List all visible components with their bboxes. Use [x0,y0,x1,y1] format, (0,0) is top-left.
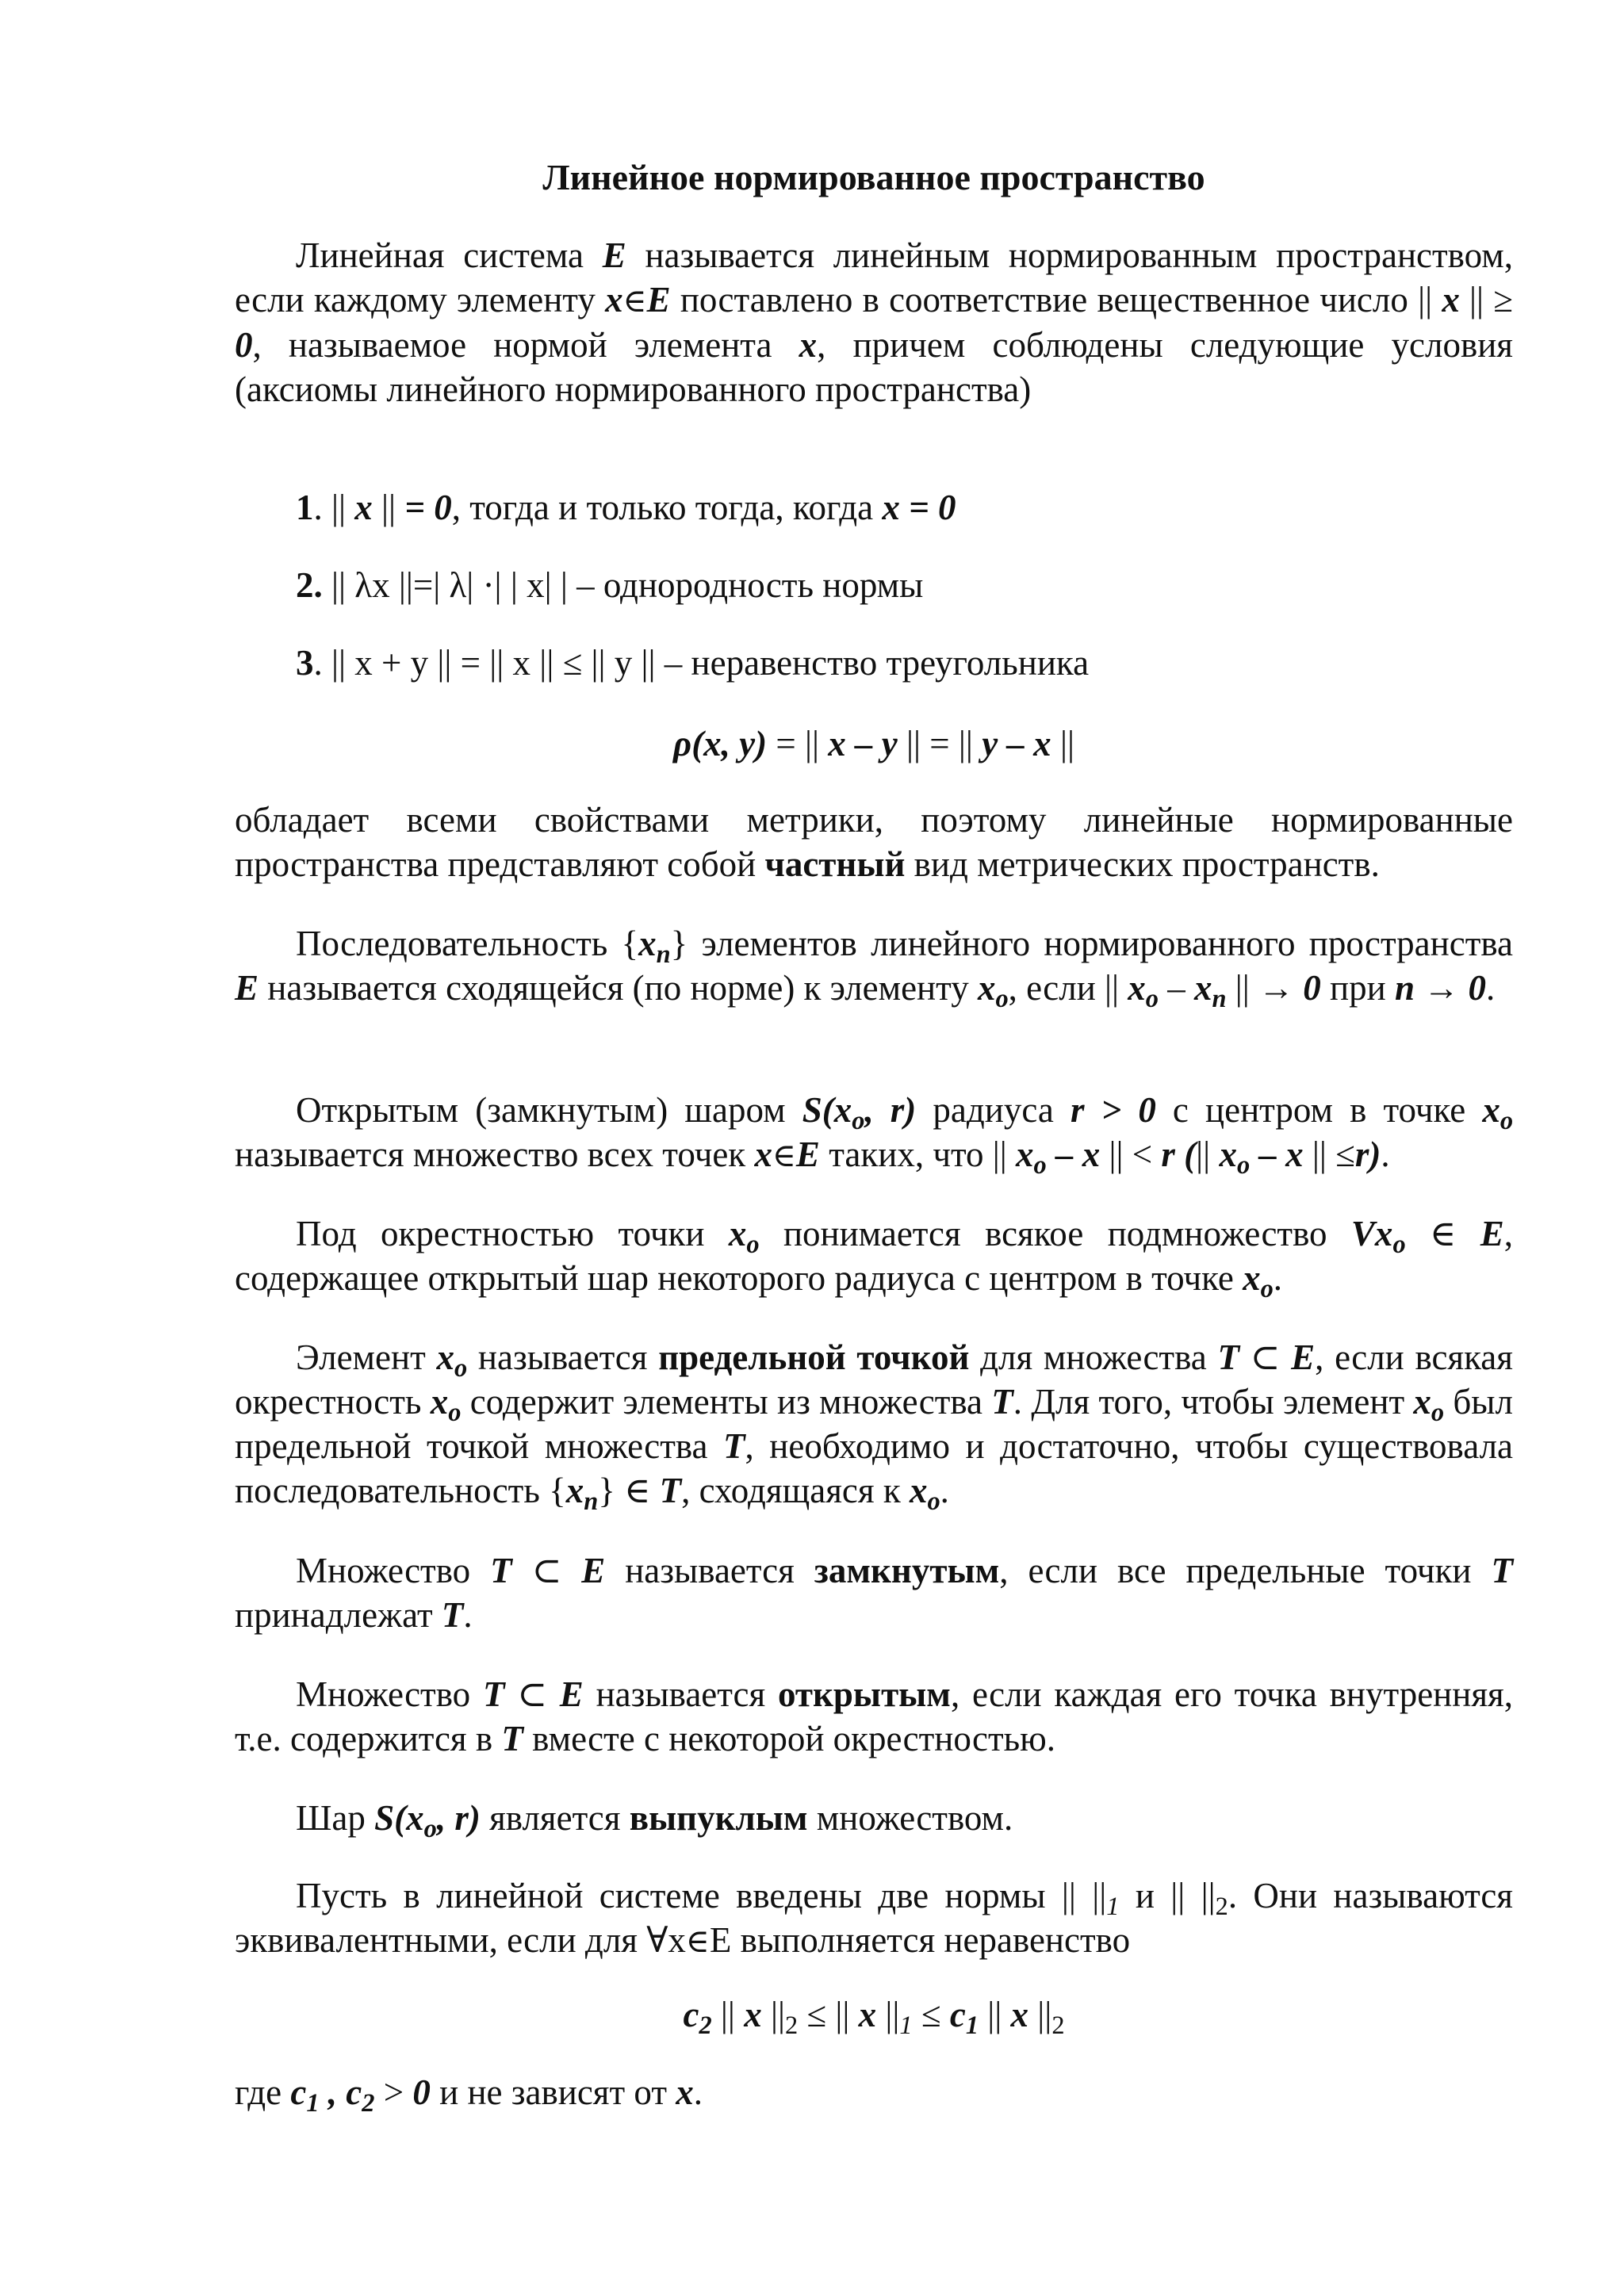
paragraph-neighborhood-run: o [1260,1275,1274,1304]
paragraph-ball-run: S(x [802,1090,852,1130]
paragraph-neighborhood-run: Vx [1350,1214,1393,1253]
paragraph-ball-run: x [1016,1135,1034,1174]
paragraph-limit-point-run: x [565,1471,584,1510]
paragraph-where-run: c [346,2072,362,2112]
paragraph-definition [235,233,1513,411]
paragraph-closed-set-run: T [490,1551,512,1590]
paragraph-ball-run: x [1482,1090,1500,1130]
axiom-1-run: . || [313,488,355,527]
paragraph-sequence-run: o [1145,985,1159,1014]
paragraph-ball-run: o [1236,1151,1251,1181]
axiom-2-run: 2. [296,565,323,605]
equivalence-inequality-run: c [683,1995,699,2034]
paragraph-open-set-run: T [482,1674,505,1714]
paragraph-definition-run: x [605,280,623,320]
paragraph-limit-point-run: предельной точкой [658,1337,970,1377]
paragraph-closed-set-run: Множество [296,1551,491,1590]
paragraph-convex-ball-run: Шар [296,1798,375,1838]
paragraph-neighborhood-run: ∈ [1405,1214,1480,1253]
axiom-1-run: x [354,488,373,527]
paragraph-ball-run: с центром в точке [1155,1090,1483,1130]
paragraph-convex-ball-run: S(x [374,1798,424,1838]
paragraph-limit-point-run: o [1431,1399,1445,1428]
paragraph-ball-run: радиуса [916,1090,1071,1130]
paragraph-ball-run: x [754,1135,772,1174]
equivalence-inequality-run: || [1028,1995,1052,2034]
metric-formula-run: ρ(x, y) [673,724,768,763]
paragraph-sequence-run: n [1394,968,1415,1008]
paragraph-closed-set-run: ⊂ [511,1551,582,1590]
paragraph-neighborhood-run: , содержащее открытый шар некоторого радиуса с центром в точке [235,1214,1514,1298]
paragraph-closed-set [235,1548,1513,1637]
paragraph-closed-set-run: замкнутым [814,1551,1000,1590]
paragraph-where-run: , [319,2072,347,2112]
axiom-1-run: || [372,488,405,527]
paragraph-definition-run: Линейная система [296,235,603,275]
paragraph-ball-run: таких, что || [819,1135,1017,1174]
paragraph-definition-run: поставлено в соответствие вещественное число || [670,280,1442,320]
paragraph-ball-run: E [795,1135,820,1174]
paragraph-limit-point-run: x [436,1337,454,1377]
paragraph-sequence-run: || → [1226,968,1304,1008]
paragraph-neighborhood-run: x [1243,1258,1261,1298]
paragraph-sequence-run: n [1212,985,1227,1014]
paragraph-where-run: > [374,2072,413,2112]
paragraph-limit-point-run: n [584,1487,599,1517]
paragraph-limit-point-run: ⊂ [1239,1337,1292,1377]
paragraph-equivalent-norms-run: 1 [1106,1892,1120,1922]
paragraph-sequence-run: → [1415,968,1469,1008]
paragraph-definition-run: x [799,325,818,365]
paragraph-metric-run: частный [764,844,906,884]
paragraph-where-run: 2 [362,2089,375,2118]
paragraph-sequence-run: x [638,924,657,963]
paragraph-ball-run: – x [1250,1135,1304,1174]
paragraph-limit-point-run: называется [467,1337,659,1377]
equivalence-inequality-run: 2 [1051,2011,1065,2041]
paragraph-open-set-run: называется [583,1674,778,1714]
paragraph-sequence-run: x [977,968,996,1008]
paragraph-sequence-run: x [1128,968,1146,1008]
equivalence-inequality-run: 1 [899,2011,913,2041]
paragraph-limit-point-run: o [927,1487,940,1517]
paragraph-limit-point-run: o [454,1354,468,1383]
paragraph-sequence-run: n [656,940,671,970]
paragraph-sequence-run: o [995,985,1009,1014]
paragraph-equivalent-norms [235,1873,1513,1963]
equivalence-inequality-run: || [761,1995,785,2034]
paragraph-neighborhood-run: E [1480,1214,1504,1253]
paragraph-limit-point-run: , сходящаяся к [681,1471,910,1510]
paragraph-ball-run: o [1033,1151,1047,1181]
paragraph-ball-run: || ≤ [1303,1135,1355,1174]
paragraph-closed-set-run: принадлежат [235,1595,442,1635]
paragraph-metric [235,798,1513,886]
axiom-1-run: 1 [296,488,314,527]
paragraph-limit-point-run: содержит элементы из множества [461,1382,992,1422]
paragraph-ball-run: , r) [864,1090,917,1130]
paragraph-ball-run: || [1196,1135,1220,1174]
paragraph-limit-point-run: T [723,1426,745,1466]
paragraph-convex-ball-run: является [480,1798,630,1838]
paragraph-ball-run: называется множество всех точек [235,1135,755,1174]
paragraph-open-set-run: Множество [296,1674,483,1714]
equivalence-inequality-run: ≤ || [798,1995,859,2034]
equivalence-inequality [235,1992,1513,2041]
equivalence-inequality-run: x [744,1995,762,2034]
axiom-3-run: 3 [296,643,314,683]
paragraph-ball-run: r > 0 [1070,1090,1156,1130]
paragraph-limit-point-run: был предельной точкой множества [235,1382,1513,1466]
paragraph-definition-run: E [602,235,626,275]
paragraph-closed-set-run: T [1491,1551,1513,1590]
paragraph-equivalent-norms-run: 2 [1215,1892,1228,1922]
page-title: Линейное нормированное пространство [542,157,1205,197]
paragraph-ball-run: o [1500,1107,1514,1136]
paragraph-where-run: x [676,2072,694,2112]
metric-formula-run: || [1051,724,1074,763]
paragraph-sequence-run: при [1320,968,1395,1008]
paragraph-closed-set-run: называется [605,1551,814,1590]
paragraph-ball [235,1088,1514,1181]
paragraph-definition-run: ∈ [622,281,647,320]
paragraph-ball-run: o [852,1107,865,1136]
paragraph-limit-point-run: . Для того, чтобы элемент [1013,1382,1414,1422]
paragraph-sequence-run: 0 [1468,968,1486,1008]
paragraph-limit-point-run: } ∈ [598,1471,660,1510]
paragraph-equivalent-norms-run: ∈ [685,1922,710,1960]
paragraph-limit-point-run: E [1291,1337,1316,1377]
paragraph-open-set-run: E [559,1674,584,1714]
paragraph-ball-run: x [1219,1135,1237,1174]
equivalence-inequality-run: 1 [965,2011,979,2041]
paragraph-limit-point-run: для множества [969,1337,1218,1377]
paragraph-sequence-run: . [1486,968,1496,1008]
paragraph-equivalent-norms-run: и || || [1119,1876,1216,1915]
paragraph-where-run: c [290,2072,307,2112]
paragraph-ball-run: Открытым (замкнутым) шаром [296,1090,802,1130]
paragraph-ball-run: r ( [1161,1135,1197,1174]
paragraph-where-run: где [235,2072,291,2112]
paragraph-sequence-run: , если || [1008,968,1128,1008]
paragraph-limit-point-run: x [1413,1382,1431,1422]
equivalence-inequality-run: || [711,1995,745,2034]
paragraph-sequence-run: E [235,968,259,1008]
paragraph-sequence-run: 0 [1303,968,1321,1008]
paragraph-open-set [235,1672,1513,1761]
paragraph-limit-point-run: T [659,1471,682,1510]
equivalence-inequality-run: c [949,1995,966,2034]
paragraph-sequence-run: Последовательность { [296,924,639,963]
paragraph-limit-point-run: . [940,1471,949,1510]
paragraph-convex-ball [235,1796,1513,1844]
paragraph-open-set-run: вместе с некоторой окрестностью. [523,1719,1056,1758]
paragraph-sequence-run: } элементов линейного нормированного пространства [670,924,1513,963]
paragraph-neighborhood [235,1211,1514,1304]
paragraph-open-set-run: открытым [777,1674,951,1714]
paragraph-equivalent-norms-run: Пусть в линейной системе введены две нормы || || [296,1876,1107,1915]
paragraph-convex-ball-run: выпуклым [629,1798,808,1838]
equivalence-inequality-run: || [979,1995,1011,2034]
paragraph-open-set-run: , если каждая его точка внутренняя, т.е. содержится в [235,1674,1513,1758]
axiom-1-run: = 0 [404,488,452,527]
metric-formula-run: y – x [982,724,1051,763]
axiom-1-run: x = 0 [882,488,956,527]
paragraph-neighborhood-run: понимается всякое подмножество [759,1214,1351,1253]
paragraph-where-run: 1 [306,2089,320,2118]
paragraph-ball-run: . [1381,1135,1390,1174]
equivalence-inequality-run: x [858,1995,877,2034]
paragraph-where [235,2070,1513,2118]
paragraph-limit-point-run: , если всякая окрестность [235,1337,1513,1422]
axiom-1-run: , тогда и только тогда, когда [451,488,883,527]
paragraph-neighborhood-run: x [728,1214,747,1253]
equivalence-inequality-run: 2 [699,2011,712,2041]
paragraph-limit-point-run: Элемент [296,1337,437,1377]
paragraph-definition-run: , называемое нормой элемента [252,325,799,365]
paragraph-where-run: 0 [412,2072,431,2112]
paragraph-convex-ball-run: множеством. [807,1798,1013,1838]
axiom-2-run: || λx ||=| λ| ·| | x| | – однородность нормы [322,565,924,605]
paragraph-ball-run: ∈ [772,1136,796,1174]
paragraph-convex-ball-run: , r) [436,1798,481,1838]
paragraph-limit-point [235,1335,1514,1517]
axiom-3 [296,641,1513,685]
paragraph-limit-point-run: T [991,1382,1013,1422]
paragraph-definition-run: 0 [235,325,253,365]
paragraph-open-set-run: T [501,1719,523,1758]
paragraph-neighborhood-run: o [1392,1230,1406,1260]
paragraph-metric-run: обладает всеми свойствами метрики, поэтому линейные нормированные пространства представляют собой [235,800,1513,884]
paragraph-sequence-run: называется сходящейся (по норме) к элементу [259,968,978,1008]
paragraph-definition-run: называется линейным нормированным пространством, если каждому элементу [235,235,1513,320]
paragraph-convex-ball-run: o [423,1815,437,1844]
paragraph-ball-run: – x [1046,1135,1101,1174]
metric-formula-run: = || [767,724,829,763]
paragraph-where-run: . [693,2072,703,2112]
paragraph-open-set-run: ⊂ [504,1674,560,1714]
paragraph-sequence-run: – [1159,968,1194,1008]
paragraph-limit-point-run: , необходимо и достаточно, чтобы существовала последовательность { [235,1426,1514,1510]
equivalence-inequality-run: ≤ [912,1995,950,2034]
paragraph-ball-run: || < [1100,1135,1162,1174]
paragraph-neighborhood-run: Под окрестностью точки [296,1214,729,1253]
paragraph-neighborhood-run: . [1273,1258,1283,1298]
paragraph-ball-run: r) [1354,1135,1381,1174]
paragraph-closed-set-run: . [463,1595,473,1635]
paragraph-definition-run: || ≥ [1459,280,1513,320]
paragraph-definition-run: , причем соблюдены следующие условия (аксиомы линейного нормированного пространства) [235,325,1513,409]
paragraph-metric-run: вид метрических пространств. [905,844,1380,884]
paragraph-limit-point-run: o [448,1399,462,1428]
paragraph-definition-run: x [1442,280,1460,320]
paragraph-equivalent-norms-run: E выполняется неравенство [709,1920,1131,1960]
paragraph-limit-point-run: x [909,1471,928,1510]
axiom-3-run: . || x + y || = || x || ≤ || y || – неравенство треугольника [313,643,1090,683]
paragraph-closed-set-run: T [441,1595,464,1635]
paragraph-closed-set-run: E [581,1551,606,1590]
paragraph-limit-point-run: x [430,1382,449,1422]
metric-formula-run: || = || [897,724,982,763]
paragraph-sequence-run: x [1194,968,1212,1008]
paragraph-sequence [235,921,1513,1014]
metric-formula-run: x – y [828,724,898,763]
metric-formula [235,721,1513,766]
axiom-1 [296,485,1513,530]
equivalence-inequality-run: x [1010,1995,1029,2034]
axiom-2 [296,563,1513,607]
paragraph-neighborhood-run: o [746,1230,760,1260]
equivalence-inequality-run: 2 [784,2011,799,2041]
paragraph-equivalent-norms-run: . Они называются эквивалентными, если для ∀x [235,1876,1513,1960]
paragraph-where-run: и не зависят от [430,2072,676,2112]
paragraph-closed-set-run: , если все предельные точки [999,1551,1492,1590]
paragraph-definition-run: E [646,280,671,320]
equivalence-inequality-run: || [876,1995,900,2034]
paragraph-limit-point-run: T [1217,1337,1239,1377]
